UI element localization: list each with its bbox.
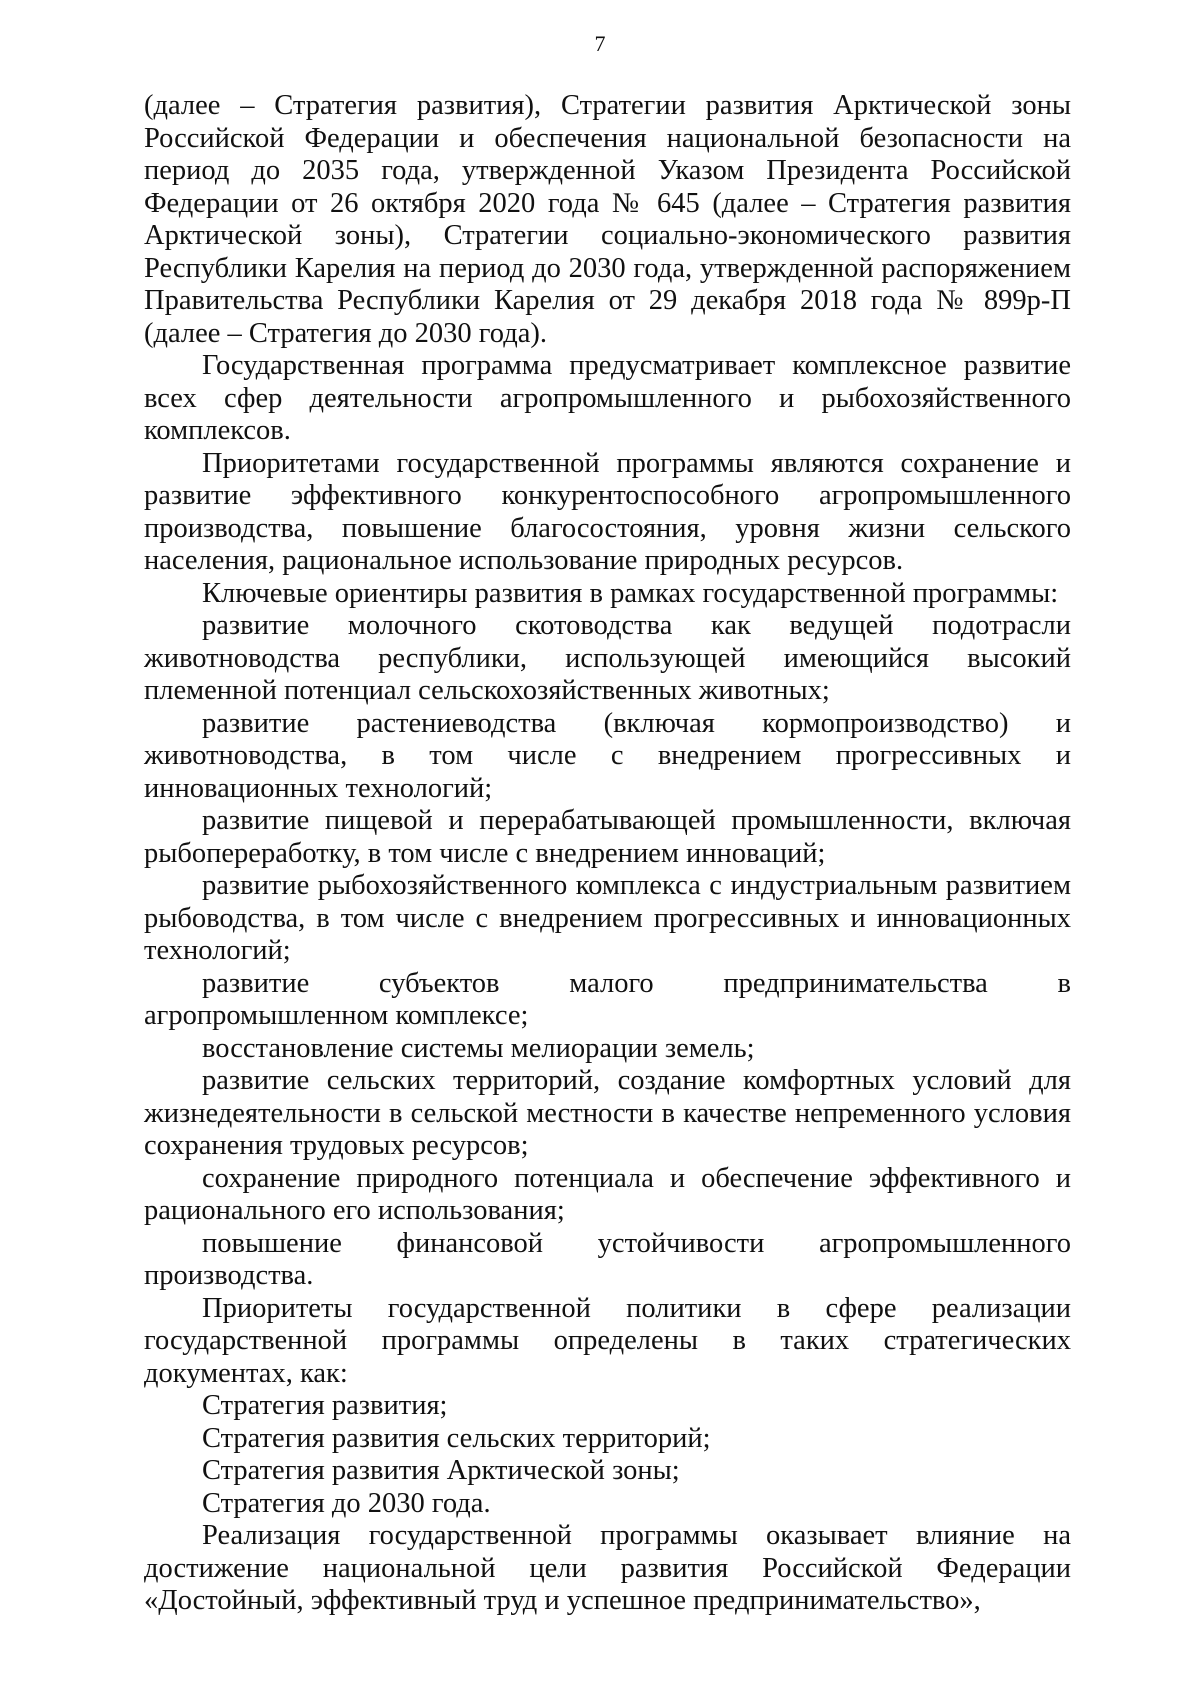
document-body (144, 90, 1071, 1618)
list-item: Стратегия развития; (202, 1390, 448, 1421)
list-item: развитие молочного скотоводства как ведущей подотрасли животноводства республики, использующей имеющийся высокий племенной потенциал сельскохозяйственных животных; (144, 610, 1071, 706)
list-item: развитие сельских территорий, создание комфортных условий для жизнедеятельности в сельской местности в качестве непременного условия сохранения трудовых ресурсов; (144, 1065, 1071, 1161)
list-item: Стратегия развития сельских территорий; (202, 1422, 711, 1454)
paragraph: Реализация государственной программы оказывает влияние на достижение национальной цели развития Российской Федерации «Достойный, эффективный труд и успешное предпринимательство», (144, 1520, 1071, 1616)
list-item: развитие рыбохозяйственного комплекса с индустриальным развитием рыбоводства, в том числе с внедрением прогрессивных и инновационных технологий; (144, 870, 1071, 966)
paragraph-continuation: (далее – Стратегия развития), Стратегии развития Арктической зоны Российской Федерации и обеспечения национальной безопасности на период до 2035 года, утвержденной Указом Президента Российской Федерации от 26 октября 2020 года № 645 (далее – Стратегия развития Арктической зоны), Стратегии социально-экономического развития Республики Карелия на период до 2030 года, утвержденной распоряжением Правительства Республики Карелия от 29 декабря 2018 года № 899р-П (далее – Стратегия до 2030 года). (144, 90, 1071, 349)
list-item: Стратегия до 2030 года. (202, 1487, 491, 1519)
list-item: повышение финансовой устойчивости агропромышленного производства. (144, 1227, 1071, 1291)
list-item: восстановление системы мелиорации земель; (202, 1032, 755, 1064)
list-item: развитие субъектов малого предпринимательства в агропромышленном комплексе; (144, 967, 1071, 1031)
list-item: Стратегия развития Арктической зоны; (202, 1455, 680, 1486)
page-number: 7 (594, 31, 606, 56)
list-item: развитие растениеводства (включая кормопроизводство) и животноводства, в том числе с внедрением прогрессивных и инновационных технологий; (144, 707, 1071, 804)
list-item: развитие пищевой и перерабатывающей промышленности, включая рыбопереработку, в том числе с внедрением инноваций; (144, 805, 1071, 869)
list-item: сохранение природного потенциала и обеспечение эффективного и рационального его использования; (144, 1162, 1071, 1226)
paragraph: Приоритеты государственной политики в сфере реализации государственной программы определены в таких стратегических документах, как: (144, 1292, 1071, 1389)
paragraph: Государственная программа предусматривает комплексное развитие всех сфер деятельности агропромышленного и рыбохозяйственного комплексов. (144, 350, 1071, 446)
paragraph: Ключевые ориентиры развития в рамках государственной программы: (202, 577, 1059, 609)
paragraph: Приоритетами государственной программы являются сохранение и развитие эффективного конкурентоспособного агропромышленного производства, повышение благосостояния, уровня жизни сельского населения, рациональное использование природных ресурсов. (144, 447, 1071, 576)
